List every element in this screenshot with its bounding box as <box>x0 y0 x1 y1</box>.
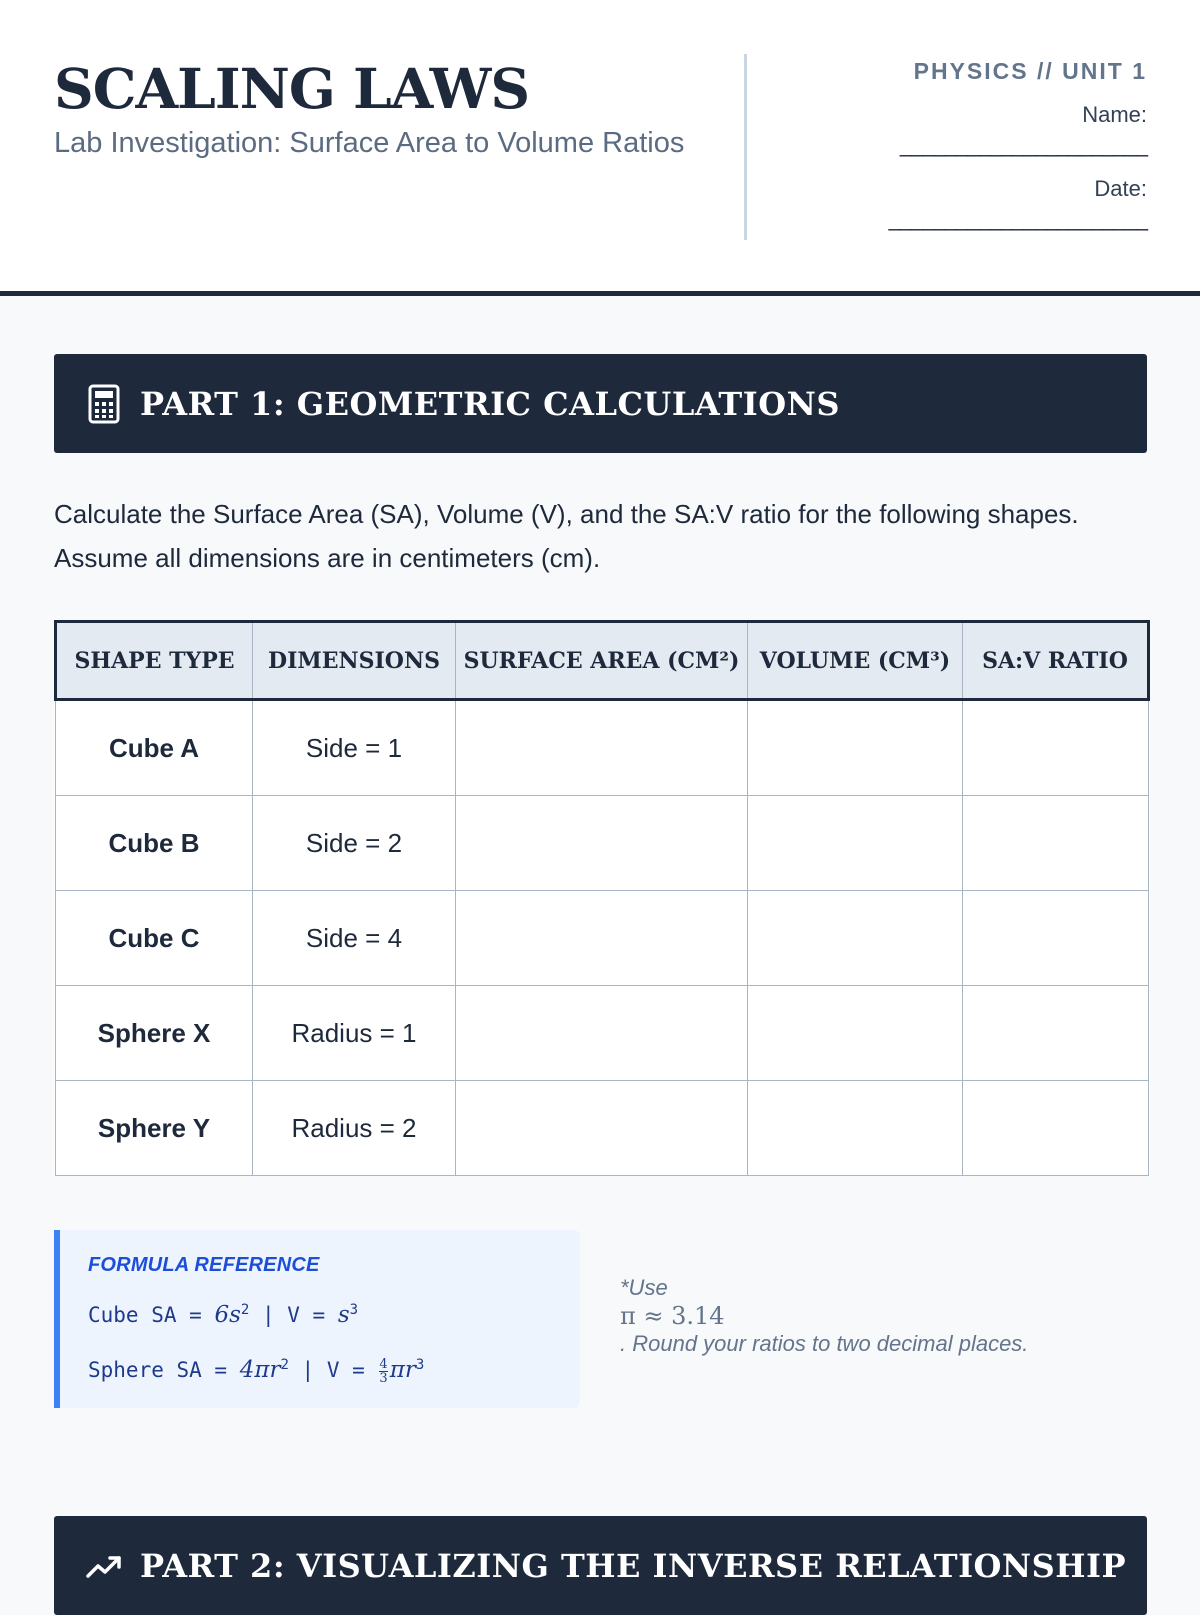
shape-cell: Cube A <box>56 700 253 796</box>
sphere-formula-separator: | V = <box>288 1358 378 1382</box>
volume-input[interactable] <box>748 796 963 891</box>
cube-formula-separator: | V = <box>249 1303 338 1327</box>
dimension-cell: Radius = 2 <box>253 1081 456 1176</box>
part1-title: PART 1: GEOMETRIC CALCULATIONS <box>140 384 840 423</box>
table-row <box>56 796 1149 891</box>
instructions: Calculate the Surface Area (SA), Volume (V), and the SA:V ratio for the following shapes. Assume all dimensions are in centimeters (cm). <box>54 499 1079 573</box>
page-header <box>0 0 1200 296</box>
cube-v-exponent: 3 <box>349 1302 359 1318</box>
volume-input[interactable] <box>748 1081 963 1176</box>
table-row <box>56 700 1149 796</box>
ratio-input[interactable] <box>963 986 1149 1081</box>
page-subtitle: Lab Investigation: Surface Area to Volume Ratios <box>54 127 685 159</box>
sphere-formula-prefix: Sphere SA = <box>88 1358 240 1382</box>
ratio-input[interactable] <box>963 891 1149 986</box>
cube-formula <box>88 1285 580 1340</box>
note-line-3: . Round your ratios to two decimal places. <box>620 1331 1029 1356</box>
ratio-input[interactable] <box>963 1081 1149 1176</box>
table-header-row <box>56 622 1149 700</box>
surface-area-input[interactable] <box>456 700 748 796</box>
surface-area-input[interactable] <box>456 796 748 891</box>
calculation-table <box>54 620 1150 1176</box>
trend-up-icon <box>84 1546 124 1586</box>
cube-formula-prefix: Cube SA = <box>88 1303 215 1327</box>
fraction-denominator: 3 <box>379 1370 388 1386</box>
table-row <box>56 1081 1149 1176</box>
cube-v-expr: s <box>337 1302 350 1328</box>
volume-input[interactable] <box>748 891 963 986</box>
part1-header <box>54 354 1147 453</box>
header-surface-area: SURFACE AREA (CM²) <box>456 622 748 700</box>
formula-title: FORMULA REFERENCE <box>88 1254 320 1276</box>
note-pi-value: π ≈ 3.14 <box>620 1302 725 1330</box>
unit-label: PHYSICS // UNIT 1 <box>913 58 1147 84</box>
header-divider <box>744 54 747 240</box>
part2-header <box>54 1516 1147 1615</box>
dimension-cell: Radius = 1 <box>253 986 456 1081</box>
surface-area-input[interactable] <box>456 986 748 1081</box>
date-field[interactable]: _______________________ <box>888 206 1147 231</box>
header-volume: VOLUME (CM³) <box>748 622 963 700</box>
volume-input[interactable] <box>748 700 963 796</box>
date-label: Date: <box>1094 176 1147 201</box>
header-meta <box>889 56 1147 234</box>
fraction-numerator: 4 <box>379 1356 388 1372</box>
shape-cell: Sphere Y <box>56 1081 253 1176</box>
rounding-note <box>620 1274 1028 1358</box>
sphere-v-exponent: 3 <box>415 1357 425 1373</box>
sphere-sa-expr: 4πr <box>239 1357 281 1383</box>
calculator-icon <box>84 384 124 424</box>
dimension-cell: Side = 2 <box>253 796 456 891</box>
part2-title: PART 2: VISUALIZING THE INVERSE RELATIONSHIP <box>140 1546 1127 1585</box>
note-line-1: *Use <box>620 1275 668 1300</box>
table-row <box>56 986 1149 1081</box>
cube-sa-expr: 6s <box>214 1302 241 1328</box>
header-ratio: SA:V RATIO <box>963 622 1149 700</box>
cube-sa-exponent: 2 <box>240 1302 250 1318</box>
shape-cell: Cube C <box>56 891 253 986</box>
surface-area-input[interactable] <box>456 891 748 986</box>
sphere-formula <box>88 1340 580 1395</box>
ratio-input[interactable] <box>963 796 1149 891</box>
sphere-sa-exponent: 2 <box>280 1357 289 1373</box>
dimension-cell: Side = 1 <box>253 700 456 796</box>
sphere-v-expr: πr <box>389 1357 416 1383</box>
shape-cell: Cube B <box>56 796 253 891</box>
formula-reference <box>54 1230 580 1408</box>
name-field[interactable]: ______________________ <box>899 132 1147 157</box>
header-shape-type: SHAPE TYPE <box>56 622 253 700</box>
name-label: Name: <box>1082 102 1147 127</box>
table-row <box>56 891 1149 986</box>
dimension-cell: Side = 4 <box>253 891 456 986</box>
four-thirds-fraction <box>379 1358 387 1385</box>
volume-input[interactable] <box>748 986 963 1081</box>
header-dimensions: DIMENSIONS <box>253 622 456 700</box>
shape-cell: Sphere X <box>56 986 253 1081</box>
ratio-input[interactable] <box>963 700 1149 796</box>
surface-area-input[interactable] <box>456 1081 748 1176</box>
page-title: SCALING LAWS <box>54 56 530 121</box>
